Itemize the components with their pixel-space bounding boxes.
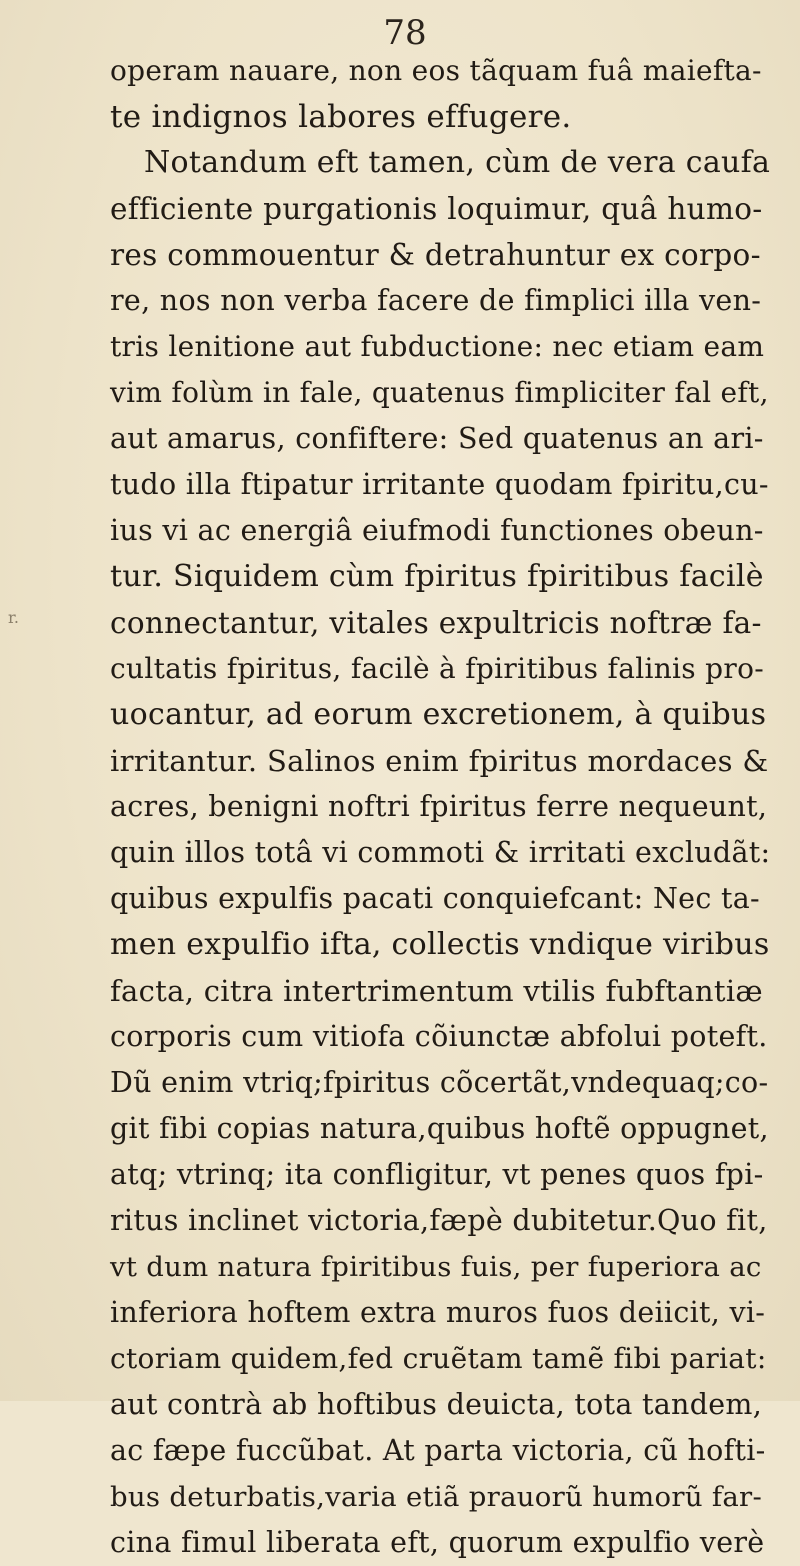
text-line: Dũ enim vtriq;fpiritus cõcertãt,vndequaq;co- [110,1066,769,1099]
text-line: aut amarus, confiftere: Sed quatenus an ari- [110,422,764,455]
text-line: connectantur, vitales expultricis noftræ fa- [110,606,762,640]
text-line: men expulfio ifta, collectis vndique viribus [110,927,770,962]
text-line: tudo illa ftipatur irritante quodam fpiritu,cu- [110,468,769,501]
text-line: cultatis fpiritus, facilè à fpiritibus falinis pro- [110,652,765,685]
text-line: facta, citra intertrimentum vtilis fubftantiæ [110,974,763,1008]
text-line: aut contrà ab hoftibus deuicta, tota tandem, [110,1388,763,1421]
text-line: te indignos labores effugere. [110,99,572,135]
text-line: cina fimul liberata eft, quorum expulfio verè [110,1526,765,1559]
text-line: ius vi ac energiâ eiufmodi functiones obeun- [110,514,764,547]
margin-mark: r. [8,608,19,627]
text-line: ctoriam quidem,fed cruẽtam tamẽ fibi pariat: [110,1342,767,1375]
text-line: git fibi copias natura,quibus hoftẽ oppugnet, [110,1112,769,1145]
text-line: corporis cum vitiofa cõiunctæ abfolui poteft. [110,1020,768,1053]
text-line: atq; vtrinq; ita confligitur, vt penes quos fpi- [110,1158,764,1191]
text-line: irritantur. Salinos enim fpiritus mordaces & [110,744,769,778]
text-line: efficiente purgationis loquimur, quâ humo- [110,192,763,226]
text-line: acres, benigni noftri fpiritus ferre nequeunt, [110,790,768,823]
text-line: quin illos totâ vi commoti & irritati excludãt: [110,836,771,869]
body-text [110,48,770,1566]
text-line: ac fæpe fuccũbat. At parta victoria, cũ hofti- [110,1434,766,1467]
text-line: vim folùm in fale, quatenus fimpliciter fal eft, [110,376,769,409]
text-line: Notandum eft tamen, cùm de vera caufa [144,145,771,180]
text-line: uocantur, ad eorum excretionem, à quibus [110,697,767,732]
text-line: tris lenitione aut fubductione: nec etiam eam [110,330,765,363]
text-line: ritus inclinet victoria,fæpè dubitetur.Quo fit, [110,1204,768,1237]
text-line: operam nauare, non eos tãquam fuâ maiefta- [110,54,762,87]
page-number: 78 [383,13,427,53]
text-line: res commouentur & detrahuntur ex corpo- [110,238,761,272]
text-line: inferiora hoftem extra muros fuos deiicit, vi- [110,1296,766,1329]
text-line: quibus expulfis pacati conquiefcant: Nec ta- [110,882,760,915]
text-line: vt dum natura fpiritibus fuis, per fuperiora ac [110,1251,762,1283]
text-line: re, nos non verba facere de fimplici illa ven- [110,284,762,317]
text-line: tur. Siquidem cùm fpiritus fpiritibus facilè [110,559,764,594]
text-line: bus deturbatis,varia etiã prauorũ humorũ far- [110,1481,763,1513]
